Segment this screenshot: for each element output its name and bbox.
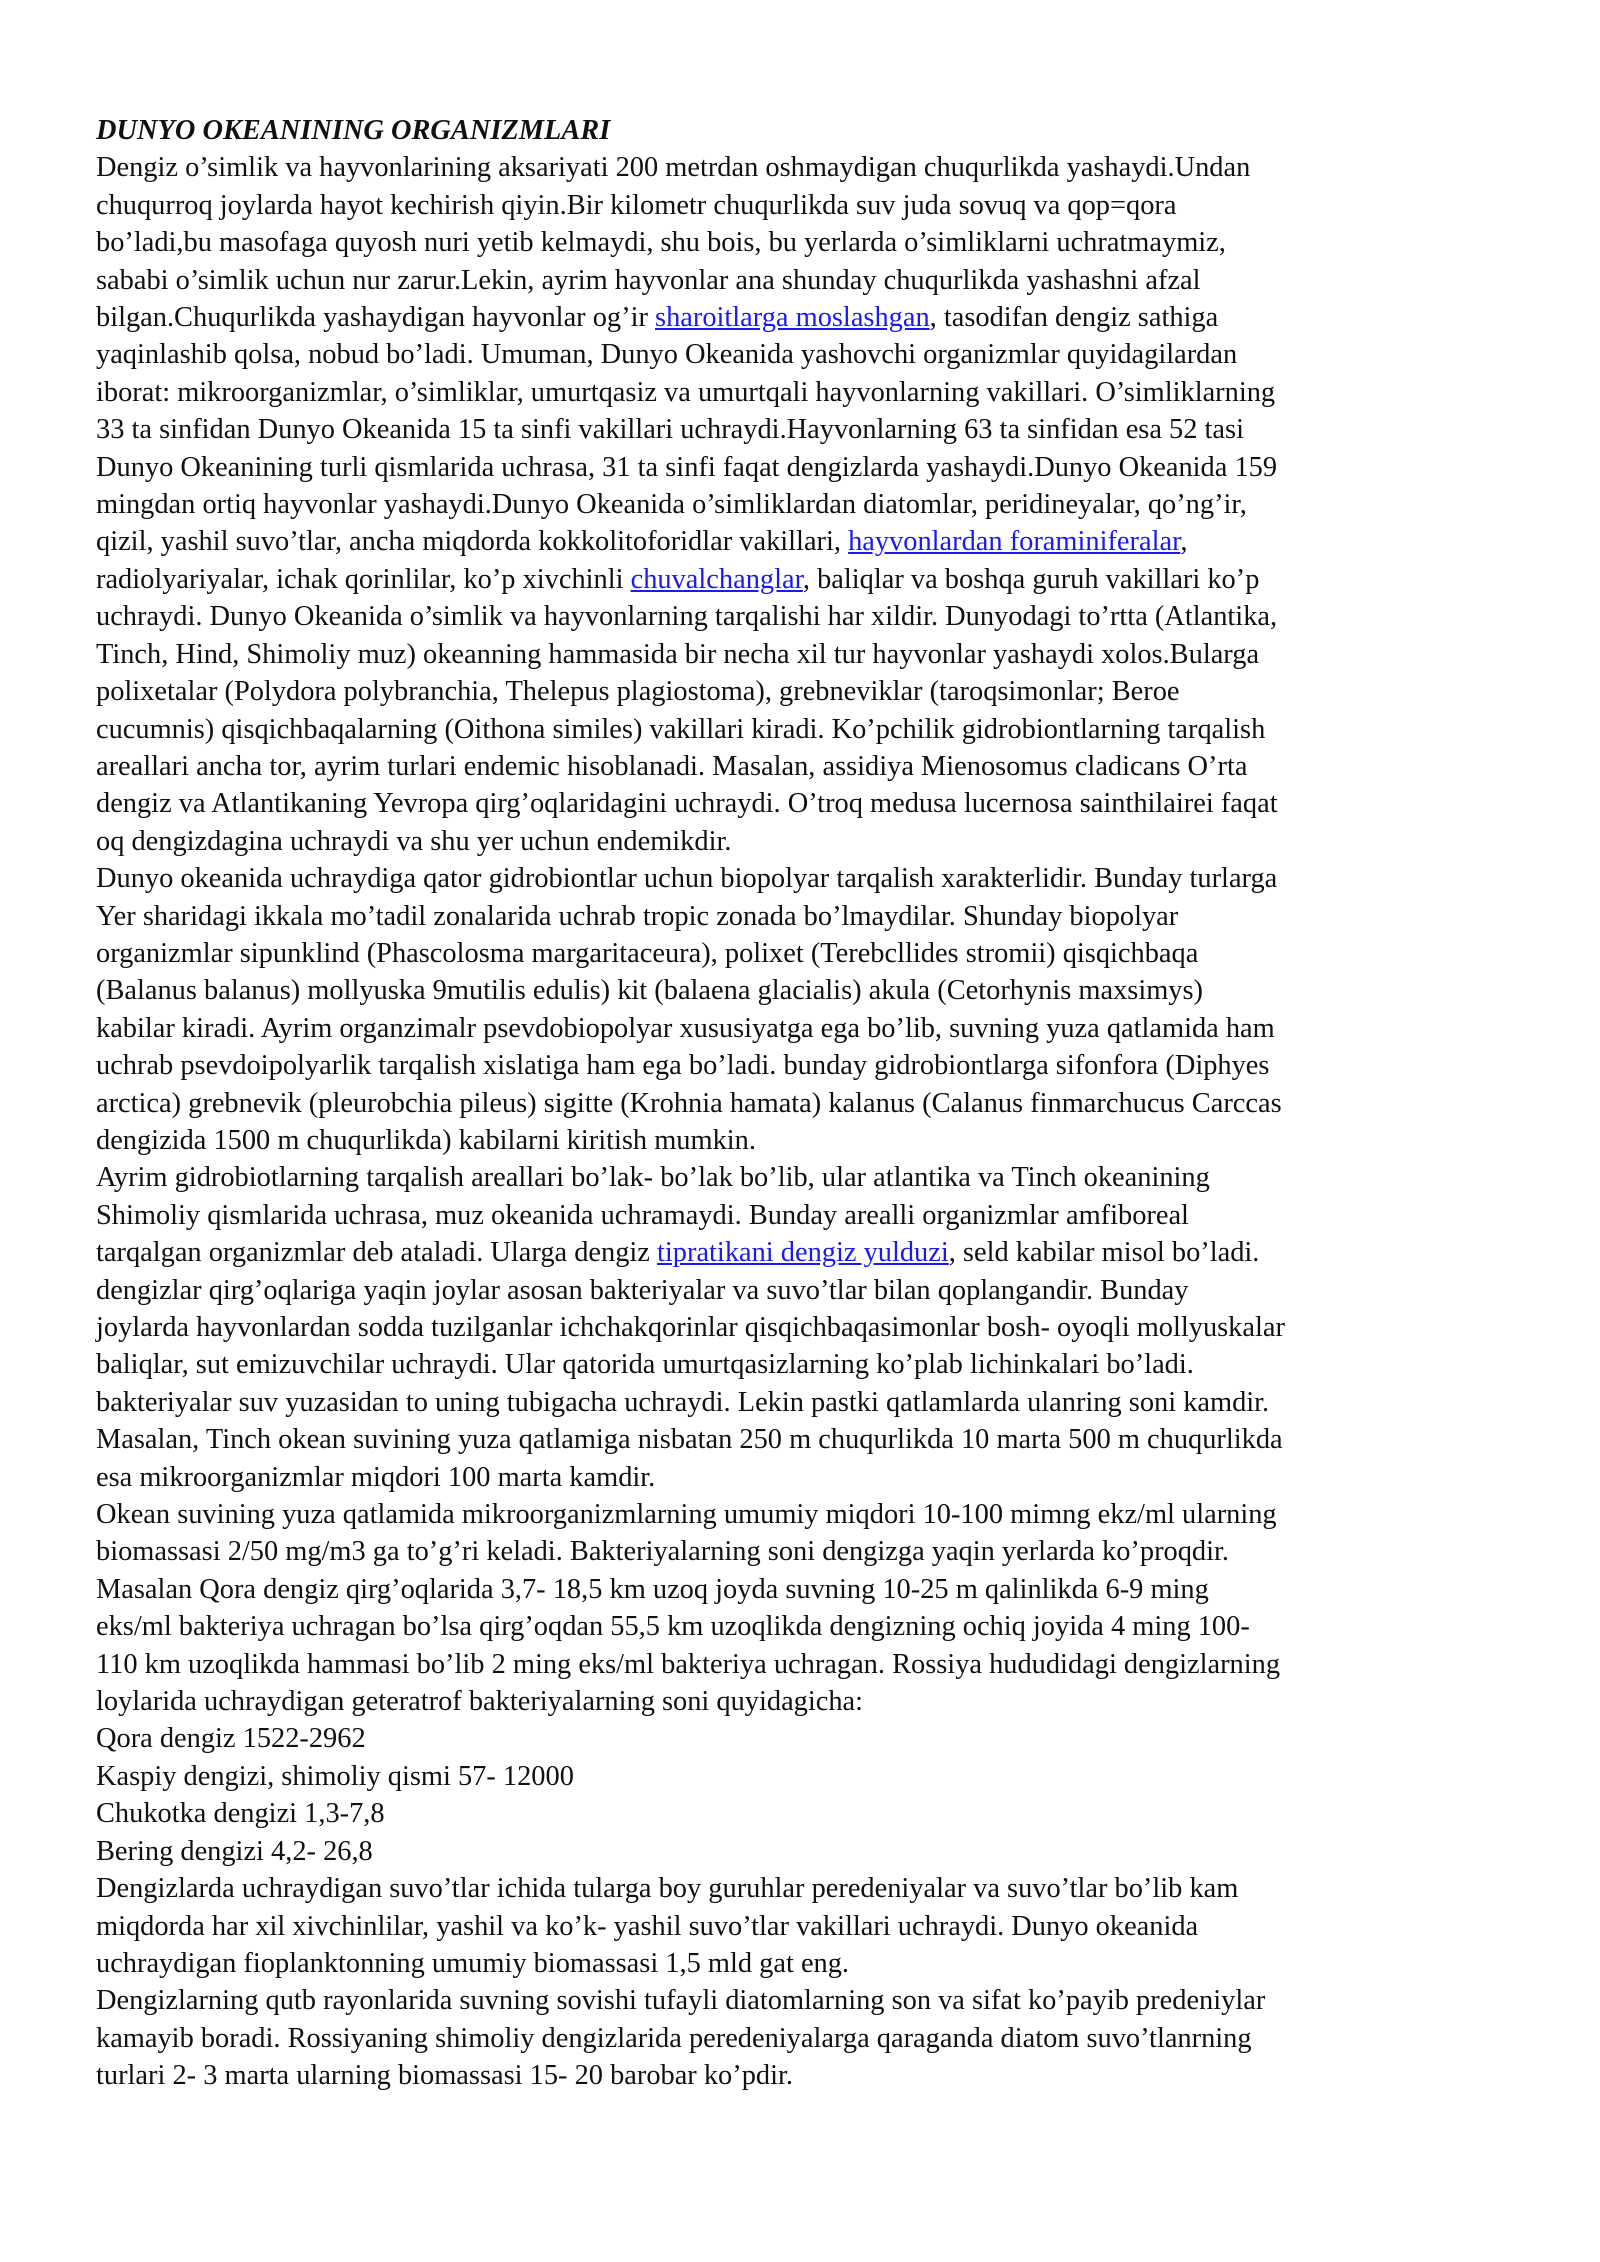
paragraph xyxy=(96,1496,1480,1720)
text-line xyxy=(96,1234,1480,1271)
text-run: dengiz va Atlantikaning Yevropa qirg’oqlaridagini uchraydi. O’troq medusa lucernosa sainthilairei faqat xyxy=(96,788,1278,820)
text-run: Bering dengizi 4,2- 26,8 xyxy=(96,1835,373,1867)
text-run: Ayrim gidrobiotlarning tarqalish areallari bo’lak- bo’lak bo’lib, ular atlantika va Tinch okeanining xyxy=(96,1162,1210,1194)
text-run: Okean suvining yuza qatlamida mikroorganizmlarning umumiy miqdori 10-100 mimng ekz/ml ularning xyxy=(96,1499,1277,1531)
text-run: mingdan ortiq hayvonlar yashaydi.Dunyo Okeanida o’simliklardan diatomlar, peridineyalar, qo’ng’ir, xyxy=(96,489,1247,521)
text-line xyxy=(96,1908,1480,1945)
paragraph xyxy=(96,1720,1480,1757)
text-line xyxy=(96,860,1480,897)
text-run: qizil, yashil suvo’tlar, ancha miqdorda kokkolitoforidlar vakillari, xyxy=(96,526,849,558)
text-line xyxy=(96,598,1480,635)
text-run: Masalan, Tinch okean suvining yuza qatlamiga nisbatan 250 m chuqurlikda 10 marta 500 m chuqurlikda xyxy=(96,1424,1283,1456)
text-run: tarqalgan organizmlar deb ataladi. Ularga dengiz xyxy=(96,1237,658,1269)
text-run: Yer sharidagi ikkala mo’tadil zonalarida uchrab tropic zonada bo’lmaydilar. Shunday biopolyar xyxy=(96,900,1179,932)
text-run: yaqinlashib qolsa, nobud bo’ladi. Umuman, Dunyo Okeanida yashovchi organizmlar quyidagilardan xyxy=(96,339,1238,371)
text-run: loylarida uchraydigan geteratrof bakteriyalarning soni quyidagicha: xyxy=(96,1686,864,1718)
text-run: kamayib boradi. Rossiyaning shimoliy dengizlarida peredeniyalarga qaraganda diatom suvo’tlanrning xyxy=(96,2022,1252,2054)
inline-link[interactable]: chuvalchanglar xyxy=(630,563,803,595)
text-run: bo’ladi,bu masofaga quyosh nuri yetib kelmaydi, shu bois, bu yerlarda o’simliklarni uchratmaymiz, xyxy=(96,227,1226,259)
inline-link[interactable]: hayvonlardan foraminiferalar xyxy=(848,526,1181,558)
text-line xyxy=(96,823,1480,860)
text-line xyxy=(96,299,1480,336)
text-line xyxy=(96,1982,1480,2019)
text-line xyxy=(96,1945,1480,1982)
text-run: miqdorda har xil xivchinlilar, yashil va ko’k- yashil suvo’tlar vakillari uchraydi. Dunyo okeanida xyxy=(96,1910,1199,1942)
text-run: oq dengizdagina uchraydi va shu yer uchun endemikdir. xyxy=(96,825,732,857)
text-line xyxy=(96,336,1480,373)
text-run: Dunyo okeanida uchraydiga qator gidrobiontlar uchun biopolyar tarqalish xarakterlidir. Bunday turlarga xyxy=(96,863,1278,895)
text-line xyxy=(96,1870,1480,1907)
text-run: uchraydi. Dunyo Okeanida o’simlik va hayvonlarning tarqalishi har xildir. Dunyodagi to’rtta (Atlantika, xyxy=(96,601,1278,633)
text-line xyxy=(96,711,1480,748)
text-line xyxy=(96,187,1480,224)
text-run: organizmlar sipunklind (Phascolosma margaritaceura), polixet (Terebcllides stromii) qisqichbaqa xyxy=(96,937,1199,969)
text-run: polixetalar (Polydora polybranchia, Thelepus plagiostoma), grebneviklar (taroqsimonlar; Beroe xyxy=(96,676,1180,708)
text-run: dengizlar qirg’oqlariga yaqin joylar asosan bakteriyalar va suvo’tlar bilan qoplangandir. Bunday xyxy=(96,1274,1189,1306)
text-run: esa mikroorganizmlar miqdori 100 marta kamdir. xyxy=(96,1461,656,1493)
paragraph xyxy=(96,1833,1480,1870)
text-line xyxy=(96,1421,1480,1458)
text-line xyxy=(96,1608,1480,1645)
document-title: DUNYO OKEANINING ORGANIZMLARI xyxy=(96,115,611,146)
text-line xyxy=(96,1010,1480,1047)
text-run: uchraydigan fioplanktonning umumiy biomassasi 1,5 mld gat eng. xyxy=(96,1947,850,1979)
text-run: Chukotka dengizi 1,3-7,8 xyxy=(96,1798,385,1830)
inline-link[interactable]: sharoitlarga moslashgan xyxy=(655,302,930,334)
text-line xyxy=(96,1571,1480,1608)
text-run: eks/ml bakteriya uchragan bo’lsa qirg’oqdan 55,5 km uzoqlikda dengizning ochiq joyida 4 ming 100- xyxy=(96,1611,1250,1643)
text-run: , tasodifan dengiz sathiga xyxy=(929,302,1219,334)
text-line xyxy=(96,1795,1480,1832)
text-run: (Balanus balanus) mollyuska 9mutilis edulis) kit (balaena glacialis) akula (Cetorhynis maxsimys) xyxy=(96,975,1203,1007)
text-line xyxy=(96,1646,1480,1683)
text-line xyxy=(96,673,1480,710)
text-line xyxy=(96,1309,1480,1346)
text-run: biomassasi 2/50 mg/m3 ga to’g’ri keladi. Bakteriyalarning soni dengizga yaqin yerlarda ko’proqdir. xyxy=(96,1536,1229,1568)
paragraph xyxy=(96,860,1480,1159)
text-run: turlari 2- 3 marta ularning biomassasi 15- 20 barobar ko’pdir. xyxy=(96,2060,793,2092)
text-run: Masalan Qora dengiz qirg’oqlarida 3,7- 18,5 km uzoq joyda suvning 10-25 m qalinlikda 6-9 ming xyxy=(96,1573,1209,1605)
text-line xyxy=(96,149,1480,186)
text-line xyxy=(96,785,1480,822)
text-run: Dengiz o’simlik va hayvonlarining aksariyati 200 metrdan oshmaydigan chuqurlikda yashaydi.Undan xyxy=(96,152,1251,184)
text-run: Qora dengiz 1522-2962 xyxy=(96,1723,366,1755)
paragraph xyxy=(96,1870,1480,1982)
text-run: 33 ta sinfidan Dunyo Okeanida 15 ta sinfi vakillari uchraydi.Hayvonlarning 63 ta sinfidan esa 52 tasi xyxy=(96,414,1244,446)
text-run: baliqlar, sut emizuvchilar uchraydi. Ular qatorida umurtqasizlarning ko’plab lichinkalari bo’ladi. xyxy=(96,1349,1194,1381)
text-line xyxy=(96,224,1480,261)
text-line xyxy=(96,748,1480,785)
text-run: bakteriyalar suv yuzasidan to uning tubigacha uchraydi. Lekin pastki qatlamlarda ulanring soni kamdir. xyxy=(96,1386,1270,1418)
text-line xyxy=(96,1459,1480,1496)
text-line xyxy=(96,486,1480,523)
text-line xyxy=(96,1159,1480,1196)
text-run: , baliqlar va boshqa guruh vakillari ko’p xyxy=(802,563,1260,595)
text-run: arctica) grebnevik (pleurobchia pileus) sigitte (Krohnia hamata) kalanus (Calanus finmarchucus Carccas xyxy=(96,1087,1282,1119)
text-line xyxy=(96,1496,1480,1533)
text-line xyxy=(96,935,1480,972)
text-run: Kaspiy dengizi, shimoliy qismi 57- 12000 xyxy=(96,1760,574,1792)
text-line xyxy=(96,1683,1480,1720)
text-run: bilgan.Chuqurlikda yashaydigan hayvonlar og’ir xyxy=(96,302,656,334)
text-line xyxy=(96,1833,1480,1870)
text-line xyxy=(96,374,1480,411)
inline-link[interactable]: tipratikani dengiz yulduzi xyxy=(657,1237,949,1269)
text-run: cucumnis) qisqichbaqalarning (Oithona similes) vakillari kiradi. Ko’pchilik gidrobiontlarning tarqalish xyxy=(96,713,1266,745)
text-line xyxy=(96,1197,1480,1234)
text-line xyxy=(96,1085,1480,1122)
text-run: Dunyo Okeanining turli qismlarida uchrasa, 31 ta sinfi faqat dengizlarda yashaydi.Dunyo Okeanida 159 xyxy=(96,451,1278,483)
text-line xyxy=(96,2020,1480,2057)
text-line xyxy=(96,972,1480,1009)
document-body xyxy=(96,149,1480,2094)
text-run: sababi o’simlik uchun nur zarur.Lekin, ayrim hayvonlar ana shunday chuqurlikda yashashni afzal xyxy=(96,264,1201,296)
text-line xyxy=(96,1533,1480,1570)
text-line xyxy=(96,636,1480,673)
text-run: Dengizlarda uchraydigan suvo’tlar ichida tularga boy guruhlar peredeniyalar va suvo’tlar bo’lib kam xyxy=(96,1873,1239,1905)
paragraph xyxy=(96,1982,1480,2094)
text-run: , seld kabilar misol bo’ladi. xyxy=(948,1237,1260,1269)
text-line xyxy=(96,2057,1480,2094)
paragraph xyxy=(96,149,1480,860)
text-line xyxy=(96,1758,1480,1795)
text-run: 110 km uzoqlikda hammasi bo’lib 2 ming eks/ml bakteriya uchragan. Rossiya hududidagi dengizlarning xyxy=(96,1648,1281,1680)
text-run: iborat: mikroorganizmlar, o’simliklar, umurtqasiz va umurtqali hayvonlarning vakillari. O’simliklarning xyxy=(96,376,1276,408)
text-line xyxy=(96,1346,1480,1383)
text-run: , xyxy=(1180,526,1188,558)
paragraph xyxy=(96,1758,1480,1795)
text-run: uchrab psevdoipolyarlik tarqalish xislatiga ham ega bo’ladi. bunday gidrobiontlarga sifonfora (Diphyes xyxy=(96,1050,1270,1082)
text-line xyxy=(96,449,1480,486)
text-run: Tinch, Hind, Shimoliy muz) okeanning hammasida bir necha xil tur hayvonlar yashaydi xolos.Bularga xyxy=(96,638,1260,670)
text-line xyxy=(96,411,1480,448)
text-run: radiolyariyalar, ichak qorinlilar, ko’p xivchinli xyxy=(96,563,631,595)
text-run: Shimoliy qismlarida uchrasa, muz okeanida uchramaydi. Bunday arealli organizmlar amfiboreal xyxy=(96,1199,1189,1231)
text-line xyxy=(96,1122,1480,1159)
paragraph xyxy=(96,1159,1480,1496)
text-line xyxy=(96,1272,1480,1309)
text-line xyxy=(96,262,1480,299)
text-line xyxy=(96,1720,1480,1757)
text-line xyxy=(96,523,1480,560)
text-line xyxy=(96,1384,1480,1421)
text-run: dengizida 1500 m chuqurlikda) kabilarni kiritish mumkin. xyxy=(96,1124,756,1156)
text-run: joylarda hayvonlardan sodda tuzilganlar ichchakqorinlar qisqichbaqasimonlar bosh- oyoqli mollyuskalar xyxy=(96,1312,1285,1343)
text-run: chuqurroq joylarda hayot kechirish qiyin.Bir kilometr chuqurlikda suv juda sovuq va qop=qora xyxy=(96,189,1177,221)
text-run: Dengizlarning qutb rayonlarida suvning sovishi tufayli diatomlarning son va sifat ko’payib predeniylar xyxy=(96,1985,1266,2017)
text-line xyxy=(96,898,1480,935)
text-run: areallari ancha tor, ayrim turlari endemic hisoblanadi. Masalan, assidiya Mienosomus cladicans O’rta xyxy=(96,750,1248,782)
text-line xyxy=(96,1047,1480,1084)
text-run: kabilar kiradi. Ayrim organzimalr psevdobiopolyar xususiyatga ega bo’lib, suvning yuza qatlamida ham xyxy=(96,1012,1275,1044)
paragraph xyxy=(96,1795,1480,1832)
text-line xyxy=(96,561,1480,598)
